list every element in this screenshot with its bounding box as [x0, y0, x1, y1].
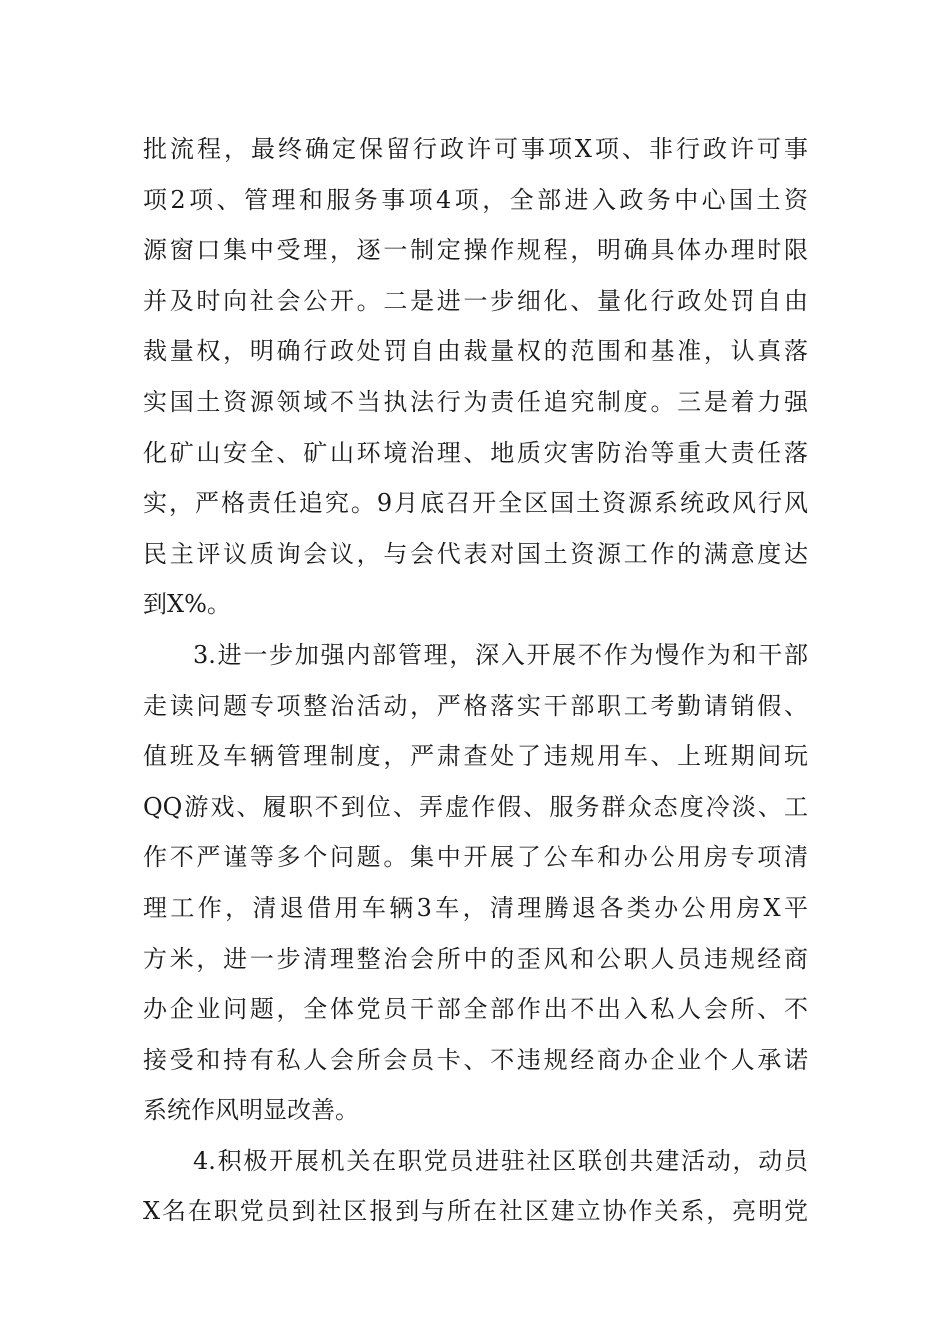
- text-line: 作不严谨等多个问题。集中开展了公车和办公用房专项清: [143, 843, 808, 872]
- text-line: 民主评议质询会议，与会代表对国土资源工作的满意度达: [143, 539, 808, 568]
- text-line: 化矿山安全、矿山环境治理、地质灾害防治等重大责任落: [143, 438, 808, 467]
- text-line: 4.积极开展机关在职党员进驻社区联创共建活动，动员: [193, 1146, 808, 1175]
- paragraph-4: [143, 1136, 808, 1237]
- text-line: 办企业问题，全体党员干部全部作出不出入私人会所、不: [143, 995, 808, 1024]
- text-line: 实，严格责任追究。9月底召开全区国土资源系统政风行风: [143, 489, 808, 518]
- text-line: 到X%。: [143, 590, 231, 619]
- document-body: [143, 124, 808, 1237]
- text-line: 理工作，清退借用车辆3车，清理腾退各类办公用房X平: [143, 893, 808, 922]
- text-line: 接受和持有私人会所会员卡、不违规经商办企业个人承诺: [143, 1045, 808, 1074]
- text-line: 项2项、管理和服务事项4项，全部进入政务中心国土资: [143, 185, 808, 214]
- text-line: 系统作风明显改善。: [143, 1096, 359, 1125]
- paragraph-3: [143, 630, 808, 1136]
- text-line: QQ游戏、履职不到位、弄虚作假、服务群众态度冷淡、工: [143, 792, 808, 821]
- text-line: 源窗口集中受理，逐一制定操作规程，明确具体办理时限: [143, 236, 808, 265]
- text-line: X名在职党员到社区报到与所在社区建立协作关系，亮明党: [143, 1197, 808, 1226]
- text-line: 方米，进一步清理整治会所中的歪风和公职人员违规经商: [143, 944, 808, 973]
- text-line: 裁量权，明确行政处罚自由裁量权的范围和基准，认真落: [143, 337, 808, 366]
- text-line: 值班及车辆管理制度，严肃查处了违规用车、上班期间玩: [143, 742, 808, 771]
- text-line: 走读问题专项整治活动，严格落实干部职工考勤请销假、: [143, 691, 808, 720]
- text-line: 3.进一步加强内部管理，深入开展不作为慢作为和干部: [193, 640, 808, 669]
- text-line: 实国土资源领域不当执法行为责任追究制度。三是着力强: [143, 387, 808, 416]
- paragraph-continued: [143, 124, 808, 630]
- text-line: 批流程，最终确定保留行政许可事项X项、非行政许可事: [143, 135, 808, 163]
- text-line: 并及时向社会公开。二是进一步细化、量化行政处罚自由: [143, 286, 808, 315]
